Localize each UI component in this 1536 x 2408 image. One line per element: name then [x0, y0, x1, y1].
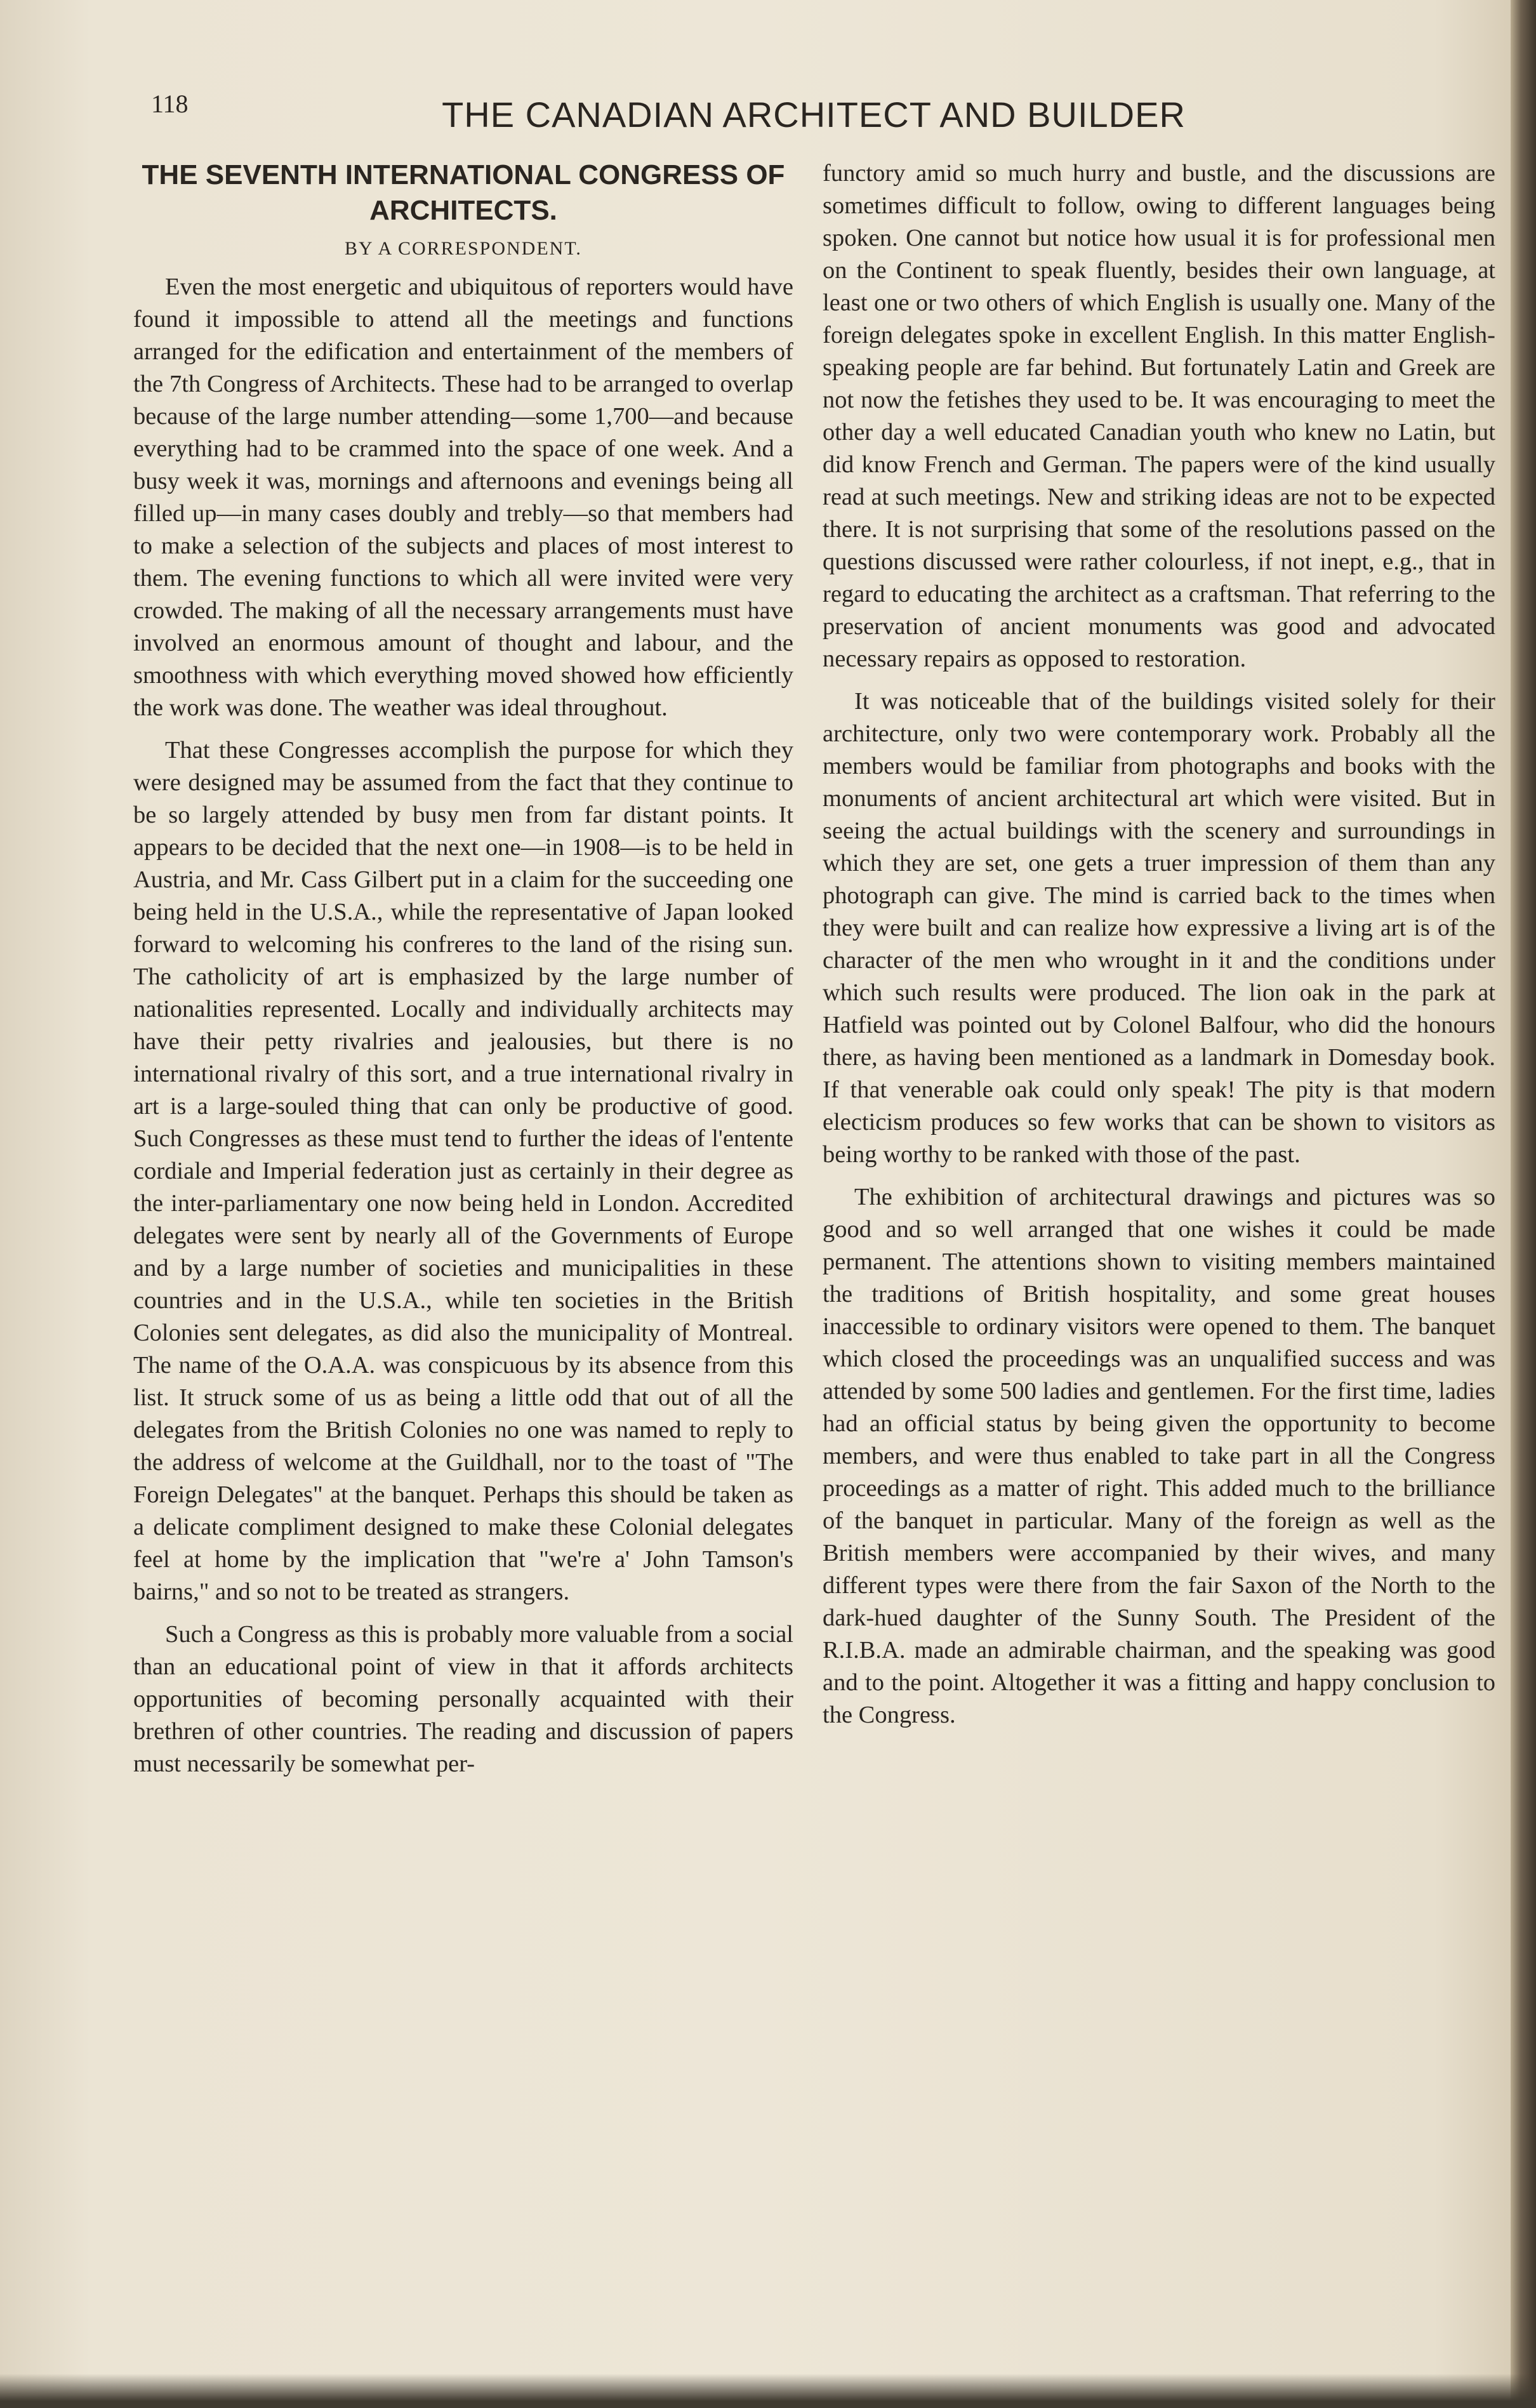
paragraph: functory amid so much hurry and bustle, and the discussions are sometimes difficult to follow, owing to different languages being spoken. One cannot but notice how usual it is for professional men on the Continent to speak fluently, besides their own language, at least one or two others of which English is usually one. Many of the foreign delegates spoke in excellent English. In this matter English-speaking people are far behind. But fortunately Latin and Greek are not now the fetishes they used to be. It was encouraging to meet the other day a well educated Canadian youth who knew no Latin, but did know French and German. The papers were of the kind usually read at such meetings. New and striking ideas are not to be expected there. It is not surprising that some of the resolutions passed on the questions discussed were rather colourless, if not inept, e.g., that in regard to educating the architect as a craftsman. That referring to the preservation of ancient monuments was good and advocated necessary repairs as opposed to restoration.: [823, 160, 1495, 672]
paragraph: Such a Congress as this is probably more valuable from a social than an educational point of view in that it affords architects opportunities of becoming personally acquainted with their brethren of other countries. The reading and discussion of papers must necessarily be somewhat per-: [133, 1621, 793, 1777]
paragraph: The exhibition of architectural drawings and pictures was so good and so well arranged that one wishes it could be made permanent. The attentions shown to visiting members maintained the traditions of British hospitality, and some great houses inaccessible to ordinary visitors were opened to them. The banquet which closed the proceedings was an unqualified success and was attended by some 500 ladies and gentlemen. For the first time, ladies had an official status by being given the opportunity to become members, and were thus enabled to take part in all the Congress proceedings as a matter of right. This added much to the brilliance of the banquet in particular. Many of the foreign as well as the British members were accompanied by their wives, and many different types were there from the fair Saxon of the North to the dark-hued daughter of the Sunny South. The President of the R.I.B.A. made an admirable chairman, and the speaking was good and to the point. Altogether it was a fitting and happy conclusion to the Congress.: [823, 1184, 1495, 1728]
article-byline: BY A CORRESPONDENT.: [345, 238, 582, 259]
left-column: [133, 157, 793, 1780]
running-head: THE CANADIAN ARCHITECT AND BUILDER: [442, 95, 1186, 135]
right-column: [823, 157, 1495, 1731]
page-edge: [1511, 0, 1536, 2408]
bottom-shadow: [0, 2374, 1536, 2408]
paragraph: Even the most energetic and ubiquitous of reporters would have found it impossible to attend all the meetings and functions arranged for the edification and entertainment of the members of the 7th Congress of Architects. These had to be arranged to overlap because of the large number attending—some 1,700—and because everything had to be crammed into the space of one week. And a busy week it was, mornings and afternoons and evenings being all filled up—in many cases doubly and trebly—so that members had to make a selection of the subjects and places of most interest to them. The evening functions to which all were invited were very crowded. The making of all the necessary arrangements must have involved an enormous amount of thought and labour, and the smoothness with which everything moved showed how efficiently the work was done. The weather was ideal throughout.: [133, 274, 793, 721]
article-title: THE SEVENTH INTERNATIONAL CONGRESS OF ARCHITECTS.: [142, 159, 785, 226]
page-number: 118: [151, 89, 189, 118]
paragraph: It was noticeable that of the buildings visited solely for their architecture, only two were contemporary work. Probably all the members would be familiar from photographs and books with the monuments of ancient architectural art which were visited. But in seeing the actual buildings with the scenery and surroundings in which they are set, one gets a truer impression of them than any photograph can give. The mind is carried back to the times when they were built and can realize how expressive a living art is of the character of the men who wrought in it and the conditions under which such results were produced. The lion oak in the park at Hatfield was pointed out by Colonel Balfour, who did the honours there, as having been mentioned as a landmark in Domesday book. If that venerable oak could only speak! The pity is that modern electicism produces so few works that can be shown to visitors as being worthy to be ranked with those of the past.: [823, 688, 1495, 1168]
paragraph: That these Congresses accomplish the purpose for which they were designed may be assumed from the fact that they continue to be so largely attended by busy men from far distant points. It appears to be decided that the next one—in 1908—is to be held in Austria, and Mr. Cass Gilbert put in a claim for the succeeding one being held in the U.S.A., while the representative of Japan looked forward to welcoming his confreres to the land of the rising sun. The catholicity of art is emphasized by the large number of nationalities represented. Locally and individually architects may have their petty rivalries and jealousies, but there is no international rivalry of this sort, and a true international rivalry in art is a large-souled thing that can only be productive of good. Such Congresses as these must tend to further the ideas of l'entente cordiale and Imperial federation just as certainly in their degree as the inter-parliamentary one now being held in London. Accredited delegates were sent by nearly all of the Governments of Europe and by a large number of societies and municipalities in these countries and in the U.S.A., while ten societies in the British Colonies sent delegates, as did also the municipality of Montreal. The name of the O.A.A. was conspicuous by its absence from this list. It struck some of us as being a little odd that out of all the delegates from the British Colonies no one was named to reply to the address of welcome at the Guildhall, nor to the toast of "The Foreign Delegates" at the banquet. Perhaps this should be taken as a delicate compliment designed to make these Colonial delegates feel at home by the implication that "we're a' John Tamson's bairns," and so not to be treated as strangers.: [133, 737, 793, 1605]
